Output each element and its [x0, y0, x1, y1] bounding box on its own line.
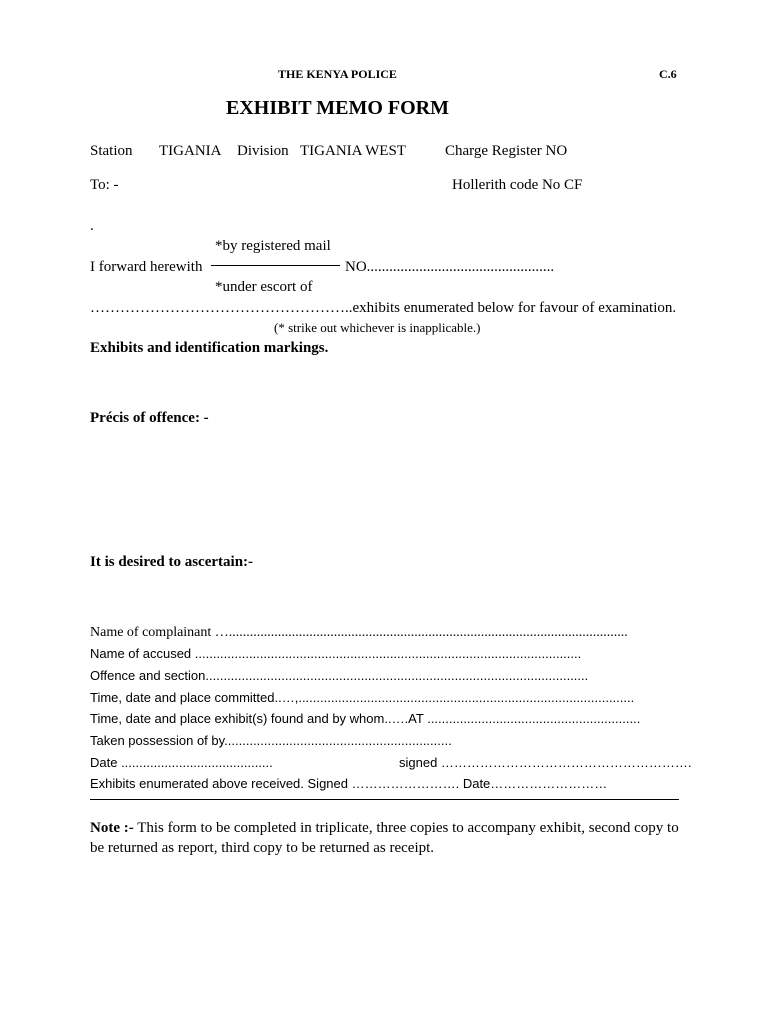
option-divider-line [211, 265, 340, 266]
note-paragraph [90, 818, 680, 858]
form-code: C.6 [659, 67, 677, 81]
time-committed-field: Time, date and place committed..…,............................................................................................. [90, 690, 635, 705]
ascertain-heading: It is desired to ascertain:- [90, 554, 254, 570]
under-escort-option: *under escort of [215, 279, 313, 295]
station-label: Station [90, 143, 133, 159]
time-found-field: Time, date and place exhibit(s) found and by whom..….AT ........................................................... [90, 711, 641, 726]
possession-field: Taken possession of by............................................................... [90, 733, 452, 748]
signed-field: signed …………………………………………………. [399, 755, 692, 770]
forward-number-field: NO.................................................. [345, 259, 555, 275]
exhibits-heading: Exhibits and identification markings. [90, 340, 329, 356]
complainant-field: Name of complainant ….................................................................................................................. [90, 625, 628, 640]
section-divider-line [90, 799, 679, 800]
forward-label: I forward herewith [90, 259, 203, 275]
stray-dot: . [90, 218, 94, 234]
division-value: TIGANIA WEST [300, 143, 406, 159]
station-value: TIGANIA [159, 143, 222, 159]
organization-name: THE KENYA POLICE [278, 67, 397, 81]
charge-register-label: Charge Register NO [445, 143, 568, 159]
division-label: Division [237, 143, 289, 159]
date-field: Date .......................................... [90, 755, 273, 770]
note-label: Note :- [90, 820, 134, 836]
received-field: Exhibits enumerated above received. Signed ……………………. Date……………………… [90, 776, 608, 791]
strike-out-note: (* strike out whichever is inapplicable.) [274, 320, 481, 335]
note-text: This form to be completed in triplicate, three copies to accompany exhibit, second copy to be returned as report, third copy to be returned as receipt. [90, 820, 679, 856]
precis-heading: Précis of offence: - [90, 410, 209, 426]
form-title: EXHIBIT MEMO FORM [226, 97, 449, 119]
by-registered-mail-option: *by registered mail [215, 238, 331, 254]
accused-field: Name of accused ........................................................................................................... [90, 646, 582, 661]
exhibits-enumerated-line: ……………………………………………..exhibits enumerated below for favour of examination. [90, 300, 677, 316]
hollerith-code-label: Hollerith code No CF [452, 177, 583, 193]
offence-field: Offence and section.......................................................................................................... [90, 668, 589, 683]
to-label: To: - [90, 177, 119, 193]
